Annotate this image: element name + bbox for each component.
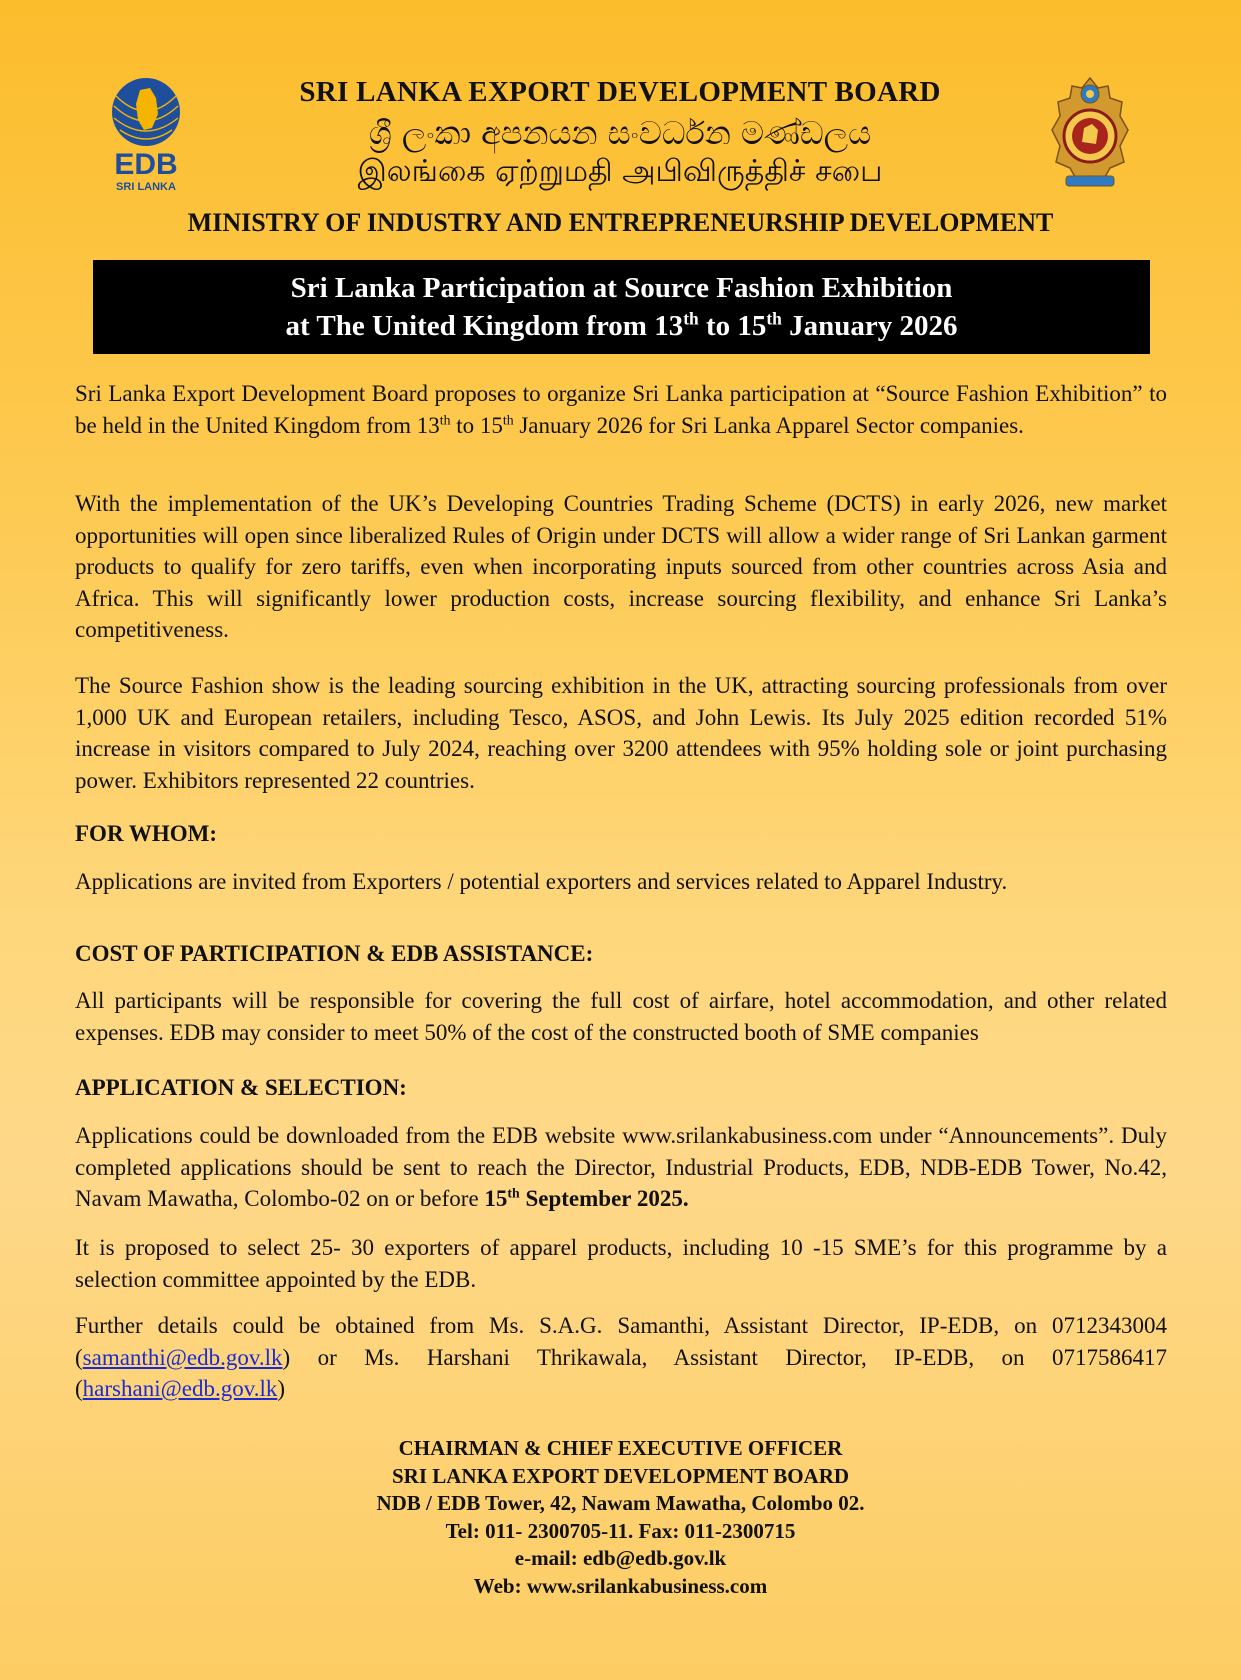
email-link-samanthi[interactable]: samanthi@edb.gov.lk	[82, 1344, 283, 1370]
text-application: Applications could be downloaded from the EDB website www.srilankabusiness.com under “Announcements”. Duly completed applications should be sent to reach the Director, Industrial Products, EDB, NDB-EDB Tower, No.42, Navam Mawatha, Colombo-02 on or before 15th September 2025.	[75, 1123, 1167, 1211]
edb-logo-text: EDB	[114, 148, 178, 181]
footer-email: e-mail: edb@edb.gov.lk	[514, 1546, 727, 1570]
text-cost: All participants will be responsible for covering the full cost of airfare, hotel accommodation, and other related expenses. EDB may consider to meet 50% of the cost of the constructed booth of SME companies	[75, 988, 1167, 1045]
ministry-title: MINISTRY OF INDUSTRY AND ENTREPRENEURSHIP DEVELOPMENT	[187, 208, 1054, 237]
text-selection: It is proposed to select 25- 30 exporters of apparel products, including 10 -15 SME’s for this programme by a selection committee appointed by the EDB.	[75, 1235, 1167, 1292]
banner-line-2: at The United Kingdom from 13th to 15th January 2026	[285, 308, 958, 342]
org-name-english: SRI LANKA EXPORT DEVELOPMENT BOARD	[299, 76, 941, 108]
banner-line-1: Sri Lanka Participation at Source Fashion Exhibition	[290, 272, 953, 304]
title-banner	[93, 260, 1150, 354]
heading-cost: COST OF PARTICIPATION & EDB ASSISTANCE:	[75, 941, 594, 966]
org-name-tamil: இலங்கை ஏற்றுமதி அபிவிருத்திச் சபை	[357, 154, 883, 189]
paragraph-intro: Sri Lanka Export Development Board proposes to organize Sri Lanka participation at “Source Fashion Exhibition” to be held in the United Kingdom from 13th to 15th January 2026 for Sri Lanka Apparel Sector companies.	[75, 381, 1167, 438]
paragraph-dcts: With the implementation of the UK’s Developing Countries Trading Scheme (DCTS) in early 2026, new market opportunities will open since liberalized Rules of Origin under DCTS will allow a wider range of Sri Lankan garment products to qualify for zero tariffs, even when incorporating inputs sourced from other countries across Asia and Africa. This will significantly lower production costs, increase sourcing flexibility, and enhance Sri Lanka’s competitiveness.	[75, 491, 1167, 642]
footer-web: Web: www.srilankabusiness.com	[473, 1573, 768, 1598]
footer-contact-block	[260, 1435, 981, 1600]
email-link-harshani[interactable]: harshani@edb.gov.lk	[82, 1376, 278, 1401]
national-emblem-icon	[1050, 76, 1130, 194]
org-name-sinhala: ශ්‍රී ලංකා අපනයන සංවර්ධන මණ්ඩලය	[368, 114, 872, 152]
heading-for-whom: FOR WHOM:	[75, 821, 218, 846]
footer-org: SRI LANKA EXPORT DEVELOPMENT BOARD	[391, 1463, 850, 1488]
deadline: 15th September 2025.	[484, 1185, 689, 1211]
text-contact: Further details could be obtained from Ms. S.A.G. Samanthi, Assistant Director, IP-EDB, on 0712343004 (samanthi@edb.gov.lk) or Ms. Harshani Thrikawala, Assistant Director, IP-EDB, on 0717586417 (harshani@edb.gov.lk)	[75, 1313, 1167, 1401]
footer-phone: Tel: 011- 2300705-11. Fax: 011-2300715	[445, 1518, 796, 1543]
footer-title: CHAIRMAN & CHIEF EXECUTIVE OFFICER	[398, 1436, 843, 1460]
footer-address: NDB / EDB Tower, 42, Nawam Mawatha, Colombo 02.	[376, 1491, 865, 1515]
edb-logo-subtext: SRI LANKA	[116, 181, 176, 193]
edb-logo	[104, 76, 188, 194]
text-for-whom: Applications are invited from Exporters / potential exporters and services related to Apparel Industry.	[75, 869, 1008, 894]
heading-application: APPLICATION & SELECTION:	[75, 1075, 407, 1100]
paragraph-source-fashion: The Source Fashion show is the leading sourcing exhibition in the UK, attracting sourcing professionals from over 1,000 UK and European retailers, including Tesco, ASOS, and John Lewis. Its July 2025 edition recorded 51% increase in visitors compared to July 2024, reaching over 3200 attendees with 95% holding sole or joint purchasing power. Exhibitors represented 22 countries.	[75, 673, 1167, 793]
